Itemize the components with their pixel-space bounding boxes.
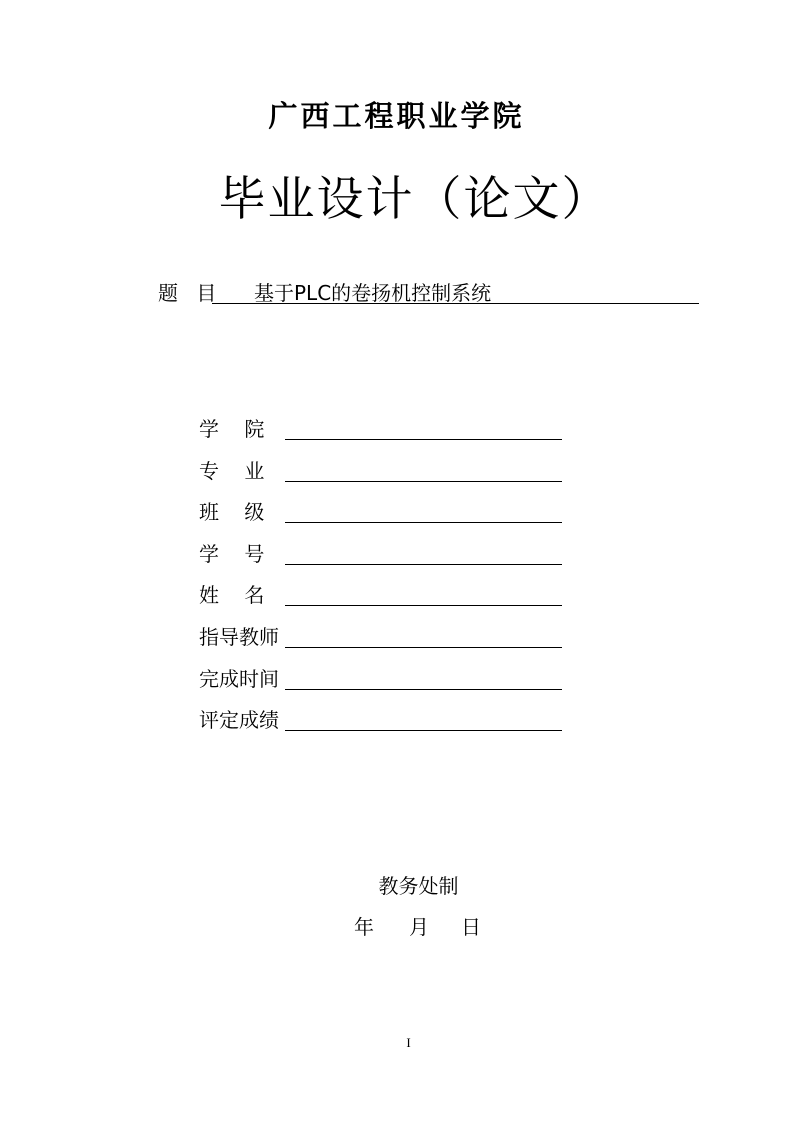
issuing-office: 教务处制 xyxy=(378,874,459,898)
topic-row xyxy=(158,279,699,307)
topic-value: 基于PLC的卷扬机控制系统 xyxy=(254,281,492,305)
field-label: 学 院 xyxy=(199,417,265,441)
field-label: 姓 名 xyxy=(199,583,265,607)
field-label: 专 业 xyxy=(199,459,265,483)
topic-field xyxy=(212,279,699,304)
date-month: 月 xyxy=(409,915,429,939)
field-class xyxy=(199,498,562,526)
field-blank-line xyxy=(285,457,562,482)
date-day: 日 xyxy=(461,915,481,939)
date-year: 年 xyxy=(354,915,374,939)
document-title: 毕业设计（论文） xyxy=(218,172,611,227)
date-line xyxy=(354,913,494,941)
field-name xyxy=(199,581,562,609)
field-completion-time xyxy=(199,665,562,693)
topic-label: 题 目 xyxy=(158,281,223,305)
field-label: 班 级 xyxy=(199,500,265,524)
field-grade xyxy=(199,706,562,734)
field-blank-line xyxy=(285,415,562,440)
field-blank-line xyxy=(285,498,562,523)
field-blank-line xyxy=(285,623,562,648)
field-blank-line xyxy=(285,706,562,731)
field-major xyxy=(199,457,562,485)
field-label: 指导教师 xyxy=(199,625,279,649)
field-advisor xyxy=(199,623,562,651)
field-blank-line xyxy=(285,581,562,606)
school-name: 广西工程职业学院 xyxy=(268,99,525,133)
field-blank-line xyxy=(285,665,562,690)
field-college xyxy=(199,415,562,443)
page-number: I xyxy=(406,1035,411,1050)
field-label: 评定成绩 xyxy=(199,708,279,732)
field-label: 完成时间 xyxy=(199,667,279,691)
field-blank-line xyxy=(285,540,562,565)
field-student-id xyxy=(199,540,562,568)
field-label: 学 号 xyxy=(199,542,265,566)
